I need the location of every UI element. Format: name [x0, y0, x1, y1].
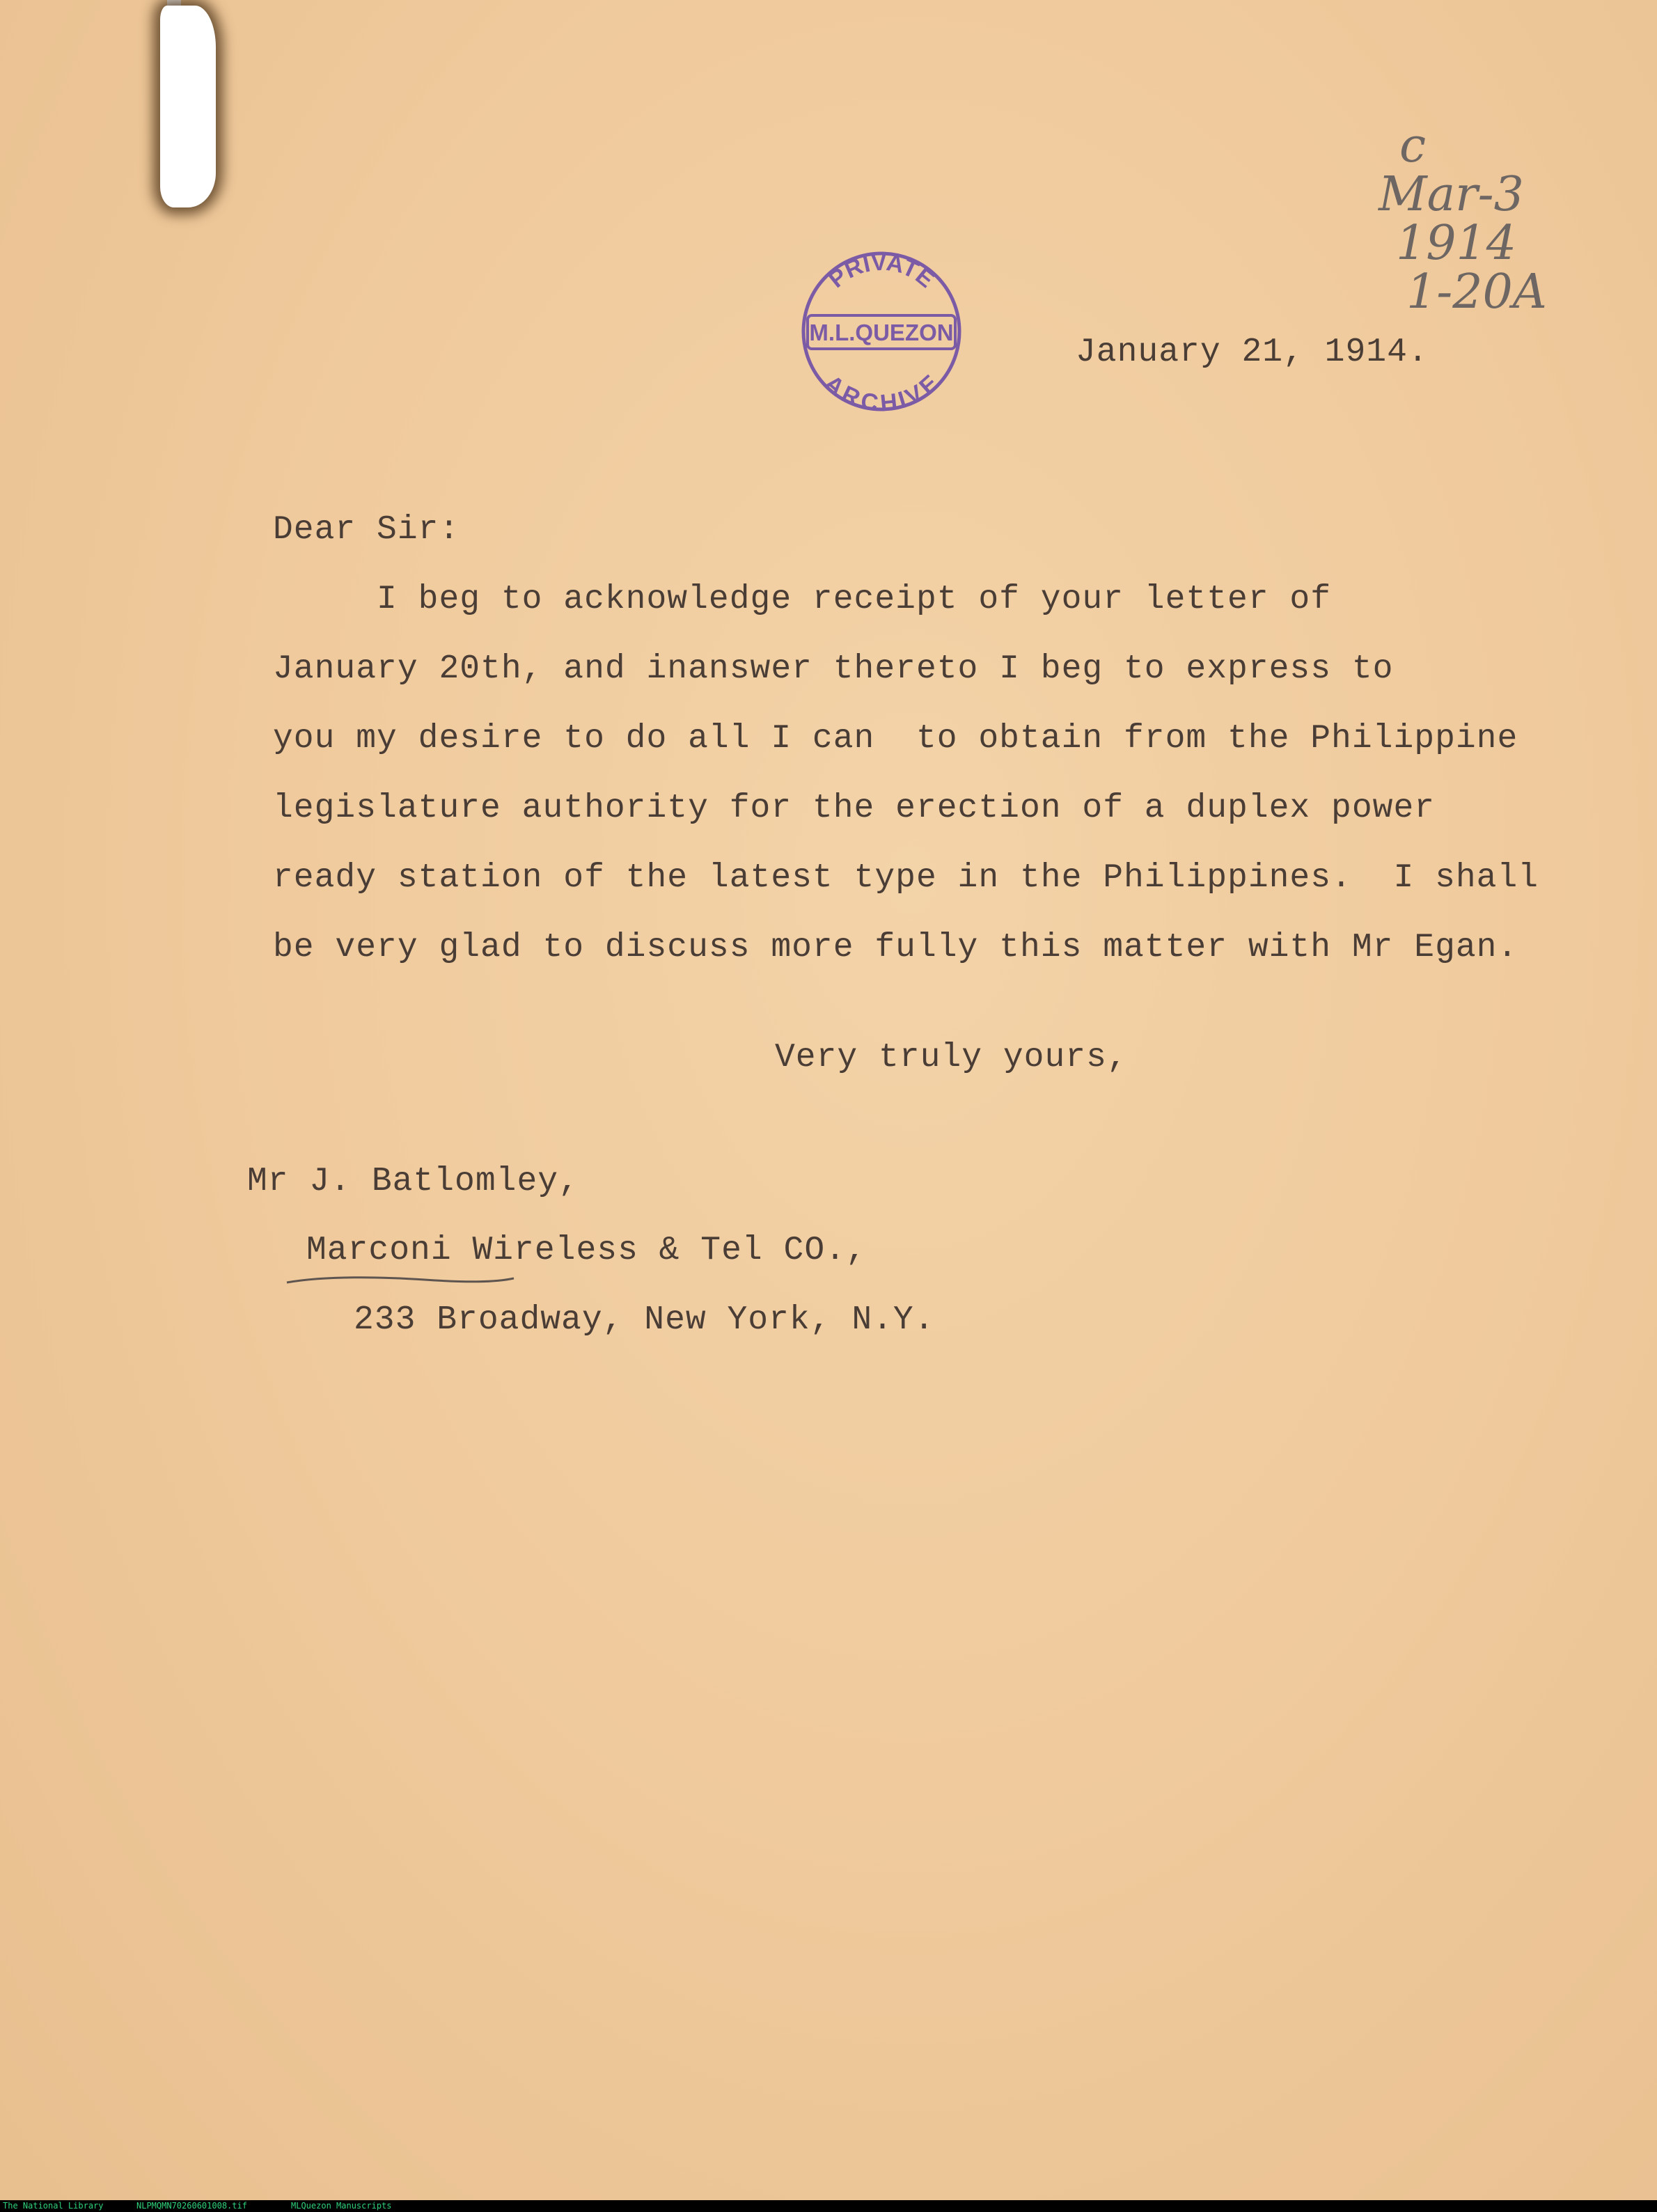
handwritten-note	[1379, 118, 1547, 320]
handnote-line: Mar-3	[1379, 167, 1524, 222]
footer-institution: The National Library	[3, 2201, 104, 2211]
recipient-address: 233 Broadway, New York, N.Y.	[354, 1301, 935, 1339]
archive-stamp	[799, 249, 964, 414]
body-line: ready station of the latest type in the Philippines. I shall	[273, 859, 1539, 897]
body-line: January 20th, and inanswer thereto I beg to express to	[273, 650, 1394, 688]
recipient-name: Mr J. Batlomley,	[247, 1163, 579, 1200]
body-line: be very glad to discuss more fully this matter with Mr Egan.	[273, 929, 1518, 966]
body-line: you my desire to do all I can to obtain from the Philippine	[273, 720, 1518, 758]
handnote-line: 1914	[1396, 216, 1517, 271]
stamp-bottom-text: ARCHIVE	[819, 370, 944, 414]
handnote-line: c	[1399, 118, 1427, 173]
scan-footer	[0, 2200, 1657, 2212]
handnote-line: 1-20A	[1406, 265, 1547, 320]
recipient-company: Marconi Wireless & Tel CO.,	[306, 1232, 867, 1269]
body-line: legislature authority for the erection of a duplex power	[273, 790, 1436, 827]
body-line: I beg to acknowledge receipt of your letter of	[273, 581, 1332, 618]
footer-filename: NLPMQMN70260601008.tif	[136, 2201, 247, 2211]
salutation: Dear Sir:	[273, 511, 460, 549]
pencil-underline	[285, 1274, 515, 1288]
closing: Very truly yours,	[775, 1039, 1128, 1076]
footer-collection: MLQuezon Manuscripts	[291, 2201, 392, 2211]
stamp-center-text: M.L.QUEZON	[809, 320, 954, 345]
letter-date: January 21, 1914.	[1076, 334, 1429, 371]
stamp-top-text: PRIVATE	[823, 249, 940, 293]
torn-hole	[160, 6, 216, 207]
